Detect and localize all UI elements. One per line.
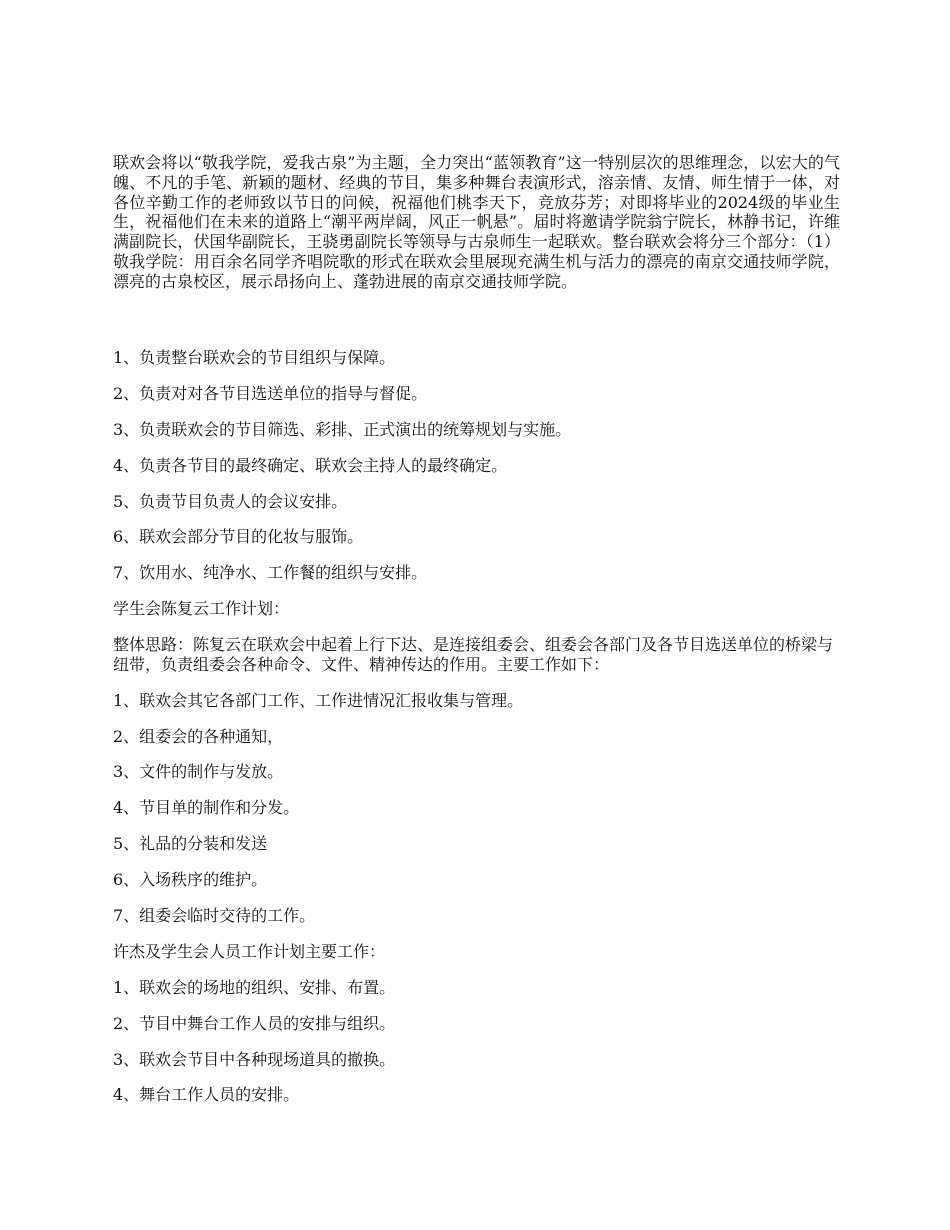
list-item: 3、负责联欢会的节目筛选、彩排、正式演出的统筹规划与实施。 (113, 419, 572, 439)
list-item: 5、负责节目负责人的会议安排。 (113, 491, 348, 511)
list-item: 6、联欢会部分节目的化妆与服饰。 (113, 527, 364, 547)
list-item: 1、负责整台联欢会的节目组织与保障。 (113, 348, 396, 367)
list-item: 3、联欢会节目中各种现场道具的撤换。 (113, 1049, 396, 1069)
intro-paragraph: 联欢会将以“敬我学院，爱我古泉”为主题，全力突出“蓝领教育”这一特别层次的思维理念，以宏大的气魄、不凡的手笔、新颖的题材、经典的节目，集多种舞台表演形式，溶亲情、友情、师生情于一体，对各位辛勤工作的老师致以节日的问候，祝福他们桃李天下，竞放芬芳；对即将毕业的2024级的毕业生生，祝福他们在未来的道路上“潮平两岸阔，风正一帆悬”。届时将邀请学院翁宁院长，林静书记，许维满副院长，伏国华副院长，王骁勇副院长等领导与古泉师生一起联欢。整台联欢会将分三个部分：（1）敬我学院：用百余名同学齐唱院歌的形式在联欢会里展现充满生机与活力的漂亮的南京交通技师学院，漂亮的古泉校区，展示昂扬向上、蓬勃进展的南京交通技师学院。 (113, 153, 840, 291)
list-item: 7、组委会临时交待的工作。 (113, 905, 316, 925)
list-item: 5、礼品的分装和发送 (113, 834, 268, 854)
list-item: 6、入场秩序的维护。 (113, 870, 268, 890)
list-item: 1、联欢会其它各部门工作、工作进情况汇报收集与管理。 (113, 690, 524, 710)
list-item: 3、文件的制作与发放。 (113, 762, 284, 782)
list-item: 2、节目中舞台工作人员的安排与组织。 (113, 1013, 396, 1033)
paragraph-list (113, 348, 840, 1121)
overview-paragraph: 整体思路：陈复云在联欢会中起着上行下达、是连接组委会、组委会各部门及各节目选送单位的桥梁与纽带，负责组委会各种命令、文件、精神传达的作用。主要工作如下： (113, 635, 834, 674)
list-item: 1、联欢会的场地的组织、安排、布置。 (113, 977, 396, 997)
list-item: 2、负责对对各节目选送单位的指导与督促。 (113, 383, 428, 403)
list-item: 2、组委会的各种通知， (113, 726, 284, 746)
list-item: 7、饮用水、纯净水、工作餐的组织与安排。 (113, 563, 428, 583)
list-item: 4、负责各节目的最终确定、联欢会主持人的最终确定。 (113, 455, 508, 475)
list-item: 4、节目单的制作和分发。 (113, 798, 300, 818)
section-heading: 许杰及学生会人员工作计划主要工作： (113, 941, 386, 961)
section-heading: 学生会陈复云工作计划： (113, 599, 290, 619)
list-item: 4、舞台工作人员的安排。 (113, 1085, 300, 1105)
